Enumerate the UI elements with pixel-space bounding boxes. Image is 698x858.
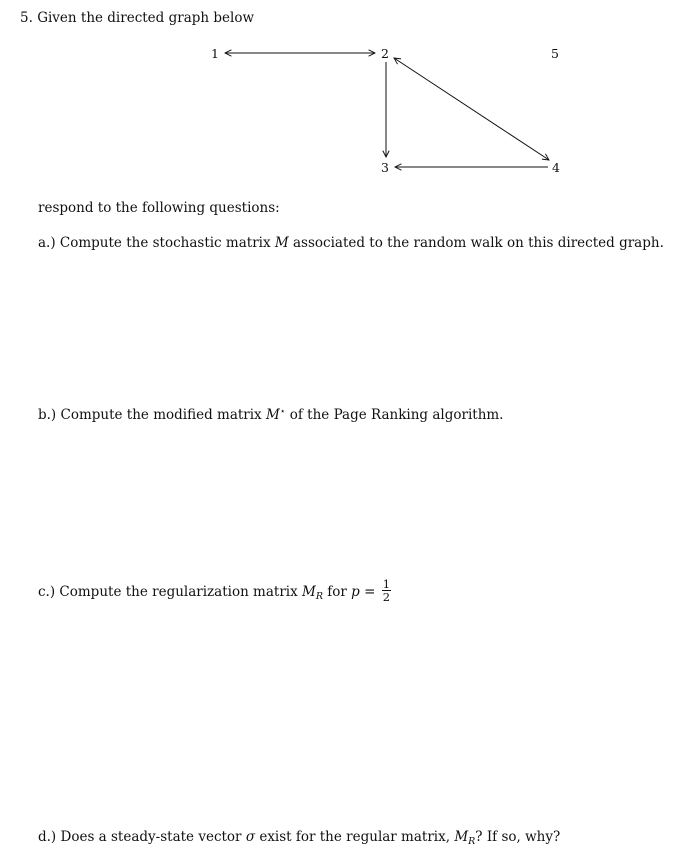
question-c-p-var: p [351, 584, 360, 600]
node-2-label: 2 [381, 46, 389, 61]
question-a-post: associated to the random walk on this directed graph. [293, 235, 664, 251]
edge-2-4 [394, 58, 549, 160]
respond-text: respond to the following questions: [38, 200, 280, 216]
question-c-label: c.) [38, 584, 56, 600]
question-c-subscript: R [315, 591, 323, 602]
node-3-label: 3 [381, 160, 389, 175]
question-a [38, 235, 664, 251]
question-a-label: a.) [38, 235, 56, 251]
question-c-mid: for [327, 584, 347, 600]
node-4-label: 4 [552, 160, 560, 175]
question-d-subscript: R [468, 836, 476, 847]
problem-number: 5. [20, 10, 33, 26]
question-c-matrix-var: M [302, 584, 316, 600]
question-d-matrix-var: M [454, 829, 469, 845]
question-b-pre: Compute the modified matrix [60, 407, 262, 423]
question-c-pre: Compute the regularization matrix [59, 584, 298, 600]
question-c-fraction [382, 578, 391, 603]
question-c-denominator: 2 [382, 590, 391, 604]
node-5-label: 5 [551, 46, 559, 61]
question-b-label: b.) [38, 407, 57, 423]
directed-graph [0, 0, 698, 190]
question-b-star: ⋆ [279, 407, 286, 417]
question-a-matrix-var: M [274, 235, 289, 251]
node-1-label: 1 [211, 46, 219, 61]
question-c-numerator: 1 [382, 577, 391, 591]
question-d-post: ? If so, why? [475, 829, 561, 845]
question-d-pre: Does a steady-state vector [60, 829, 242, 845]
question-c [38, 577, 391, 605]
question-a-pre: Compute the stochastic matrix [59, 235, 271, 251]
question-d [38, 829, 560, 850]
problem-intro-text: Given the directed graph below [37, 10, 255, 26]
question-b [38, 404, 503, 423]
question-b-matrix-var: M [265, 407, 280, 423]
question-d-mid: exist for the regular matrix, [259, 829, 451, 845]
question-d-label: d.) [38, 829, 57, 845]
question-d-sigma: σ [245, 829, 256, 845]
question-c-equals: = [364, 584, 376, 600]
question-b-post: of the Page Ranking algorithm. [289, 407, 504, 423]
